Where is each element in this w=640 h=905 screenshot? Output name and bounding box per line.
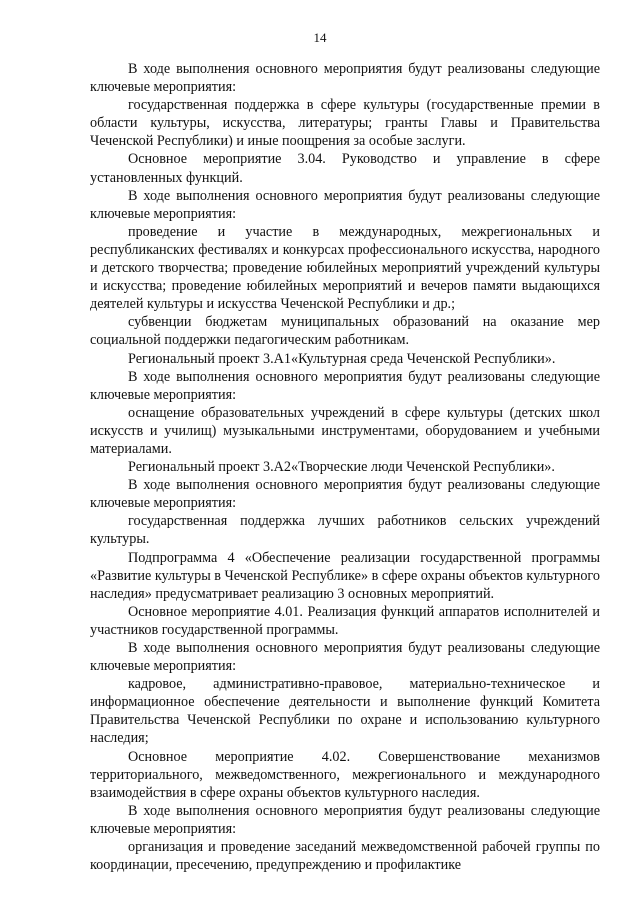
- paragraph: Региональный проект 3.А1«Культурная среда Чеченской Республики».: [128, 350, 556, 367]
- paragraph: государственная поддержка лучших работников сельских учреждений культуры.: [90, 513, 600, 548]
- paragraph: Региональный проект 3.А2«Творческие люди Чеченской Республики».: [128, 459, 555, 476]
- paragraph: субвенции бюджетам муниципальных образований на оказание мер социальной поддержки педагогическим работникам.: [90, 314, 600, 349]
- paragraph: В ходе выполнения основного мероприятия будут реализованы следующие ключевые мероприятия:: [90, 368, 600, 403]
- paragraph: организация и проведение заседаний межведомственной рабочей группы по координации, пресечению, предупреждению и профилактике: [90, 839, 600, 874]
- paragraph: В ходе выполнения основного мероприятия будут реализованы следующие ключевые мероприятия:: [90, 477, 600, 512]
- document-body: [90, 60, 600, 874]
- paragraph: государственная поддержка в сфере культуры (государственные премии в области культуры, искусства, литературы; гранты Главы и Правительства Чеченской Республики) и иные поощрения за особые заслуги.: [90, 97, 600, 150]
- paragraph: Основное мероприятие 3.04. Руководство и управление в сфере установленных функций.: [90, 151, 600, 186]
- paragraph: Подпрограмма 4 «Обеспечение реализации государственной программы «Развитие культуры в Чеченской Республике» в сфере охраны объектов культурного наследия» предусматривает реализацию 3 основных мероприятий.: [90, 549, 600, 602]
- paragraph: Основное мероприятие 4.02. Совершенствование механизмов территориального, межведомственного, межрегионального и международного взаимодействия в сфере охраны объектов культурного наследия.: [90, 748, 600, 801]
- paragraph: В ходе выполнения основного мероприятия будут реализованы следующие ключевые мероприятия:: [90, 61, 600, 96]
- paragraph: В ходе выполнения основного мероприятия будут реализованы следующие ключевые мероприятия:: [90, 640, 600, 675]
- paragraph: кадровое, административно-правовое, материально-техническое и информационное обеспечение деятельности и выполнение функций Комитета Правительства Чеченской Республики по охране и использованию культурного наследия;: [90, 676, 600, 747]
- paragraph: В ходе выполнения основного мероприятия будут реализованы следующие ключевые мероприятия:: [90, 802, 600, 837]
- paragraph: В ходе выполнения основного мероприятия будут реализованы следующие ключевые мероприятия:: [90, 187, 600, 222]
- paragraph: Основное мероприятие 4.01. Реализация функций аппаратов исполнителей и участников государственной программы.: [90, 603, 600, 638]
- paragraph: проведение и участие в международных, межрегиональных и республиканских фестивалях и конкурсах профессионального искусства, народного и детского творчества; проведение юбилейных мероприятий учреждений культуры и искусства; проведение юбилейных мероприятий и вечеров памяти выдающихся деятелей культуры и искусства Чеченской Республики и др.;: [90, 223, 600, 313]
- page-number: 14: [313, 30, 327, 45]
- paragraph: оснащение образовательных учреждений в сфере культуры (детских школ искусств и училищ) музыкальными инструментами, оборудованием и учебными материалами.: [90, 404, 600, 457]
